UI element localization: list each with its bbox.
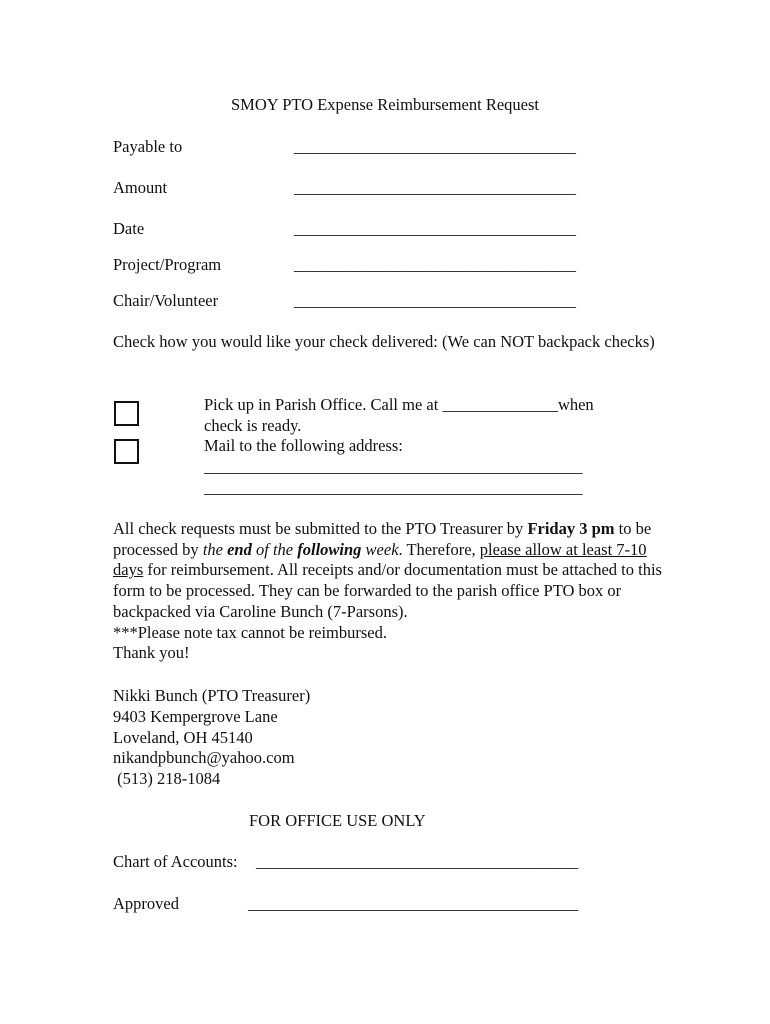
- instructions-text: for reimbursement. All receipts and/or documentation must be attached to this form to be processed. They can be forwarded to the parish office PTO box or backpacked via Caroline Bunch (7-Parsons).: [113, 560, 662, 621]
- emphasis-text: week: [361, 539, 399, 559]
- treasurer-name: Nikki Bunch (PTO Treasurer): [113, 686, 311, 705]
- instructions-text: to be processed by: [113, 519, 652, 559]
- mail-checkbox[interactable]: [114, 439, 139, 464]
- address-line-1[interactable]: _______________________________________________: [204, 457, 583, 476]
- instructions-text: . Therefore,: [398, 539, 480, 559]
- approved-field[interactable]: _________________________________________: [248, 894, 579, 913]
- approved-label: Approved: [113, 894, 179, 913]
- thank-you-text: Thank you!: [113, 643, 190, 663]
- emphasis-bold-text: following: [297, 539, 362, 559]
- pickup-option-text-cont: check is ready.: [204, 416, 302, 435]
- payable-to-field[interactable]: ___________________________________: [294, 137, 576, 156]
- treasurer-city: Loveland, OH 45140: [113, 728, 253, 747]
- project-program-field[interactable]: ___________________________________: [294, 255, 576, 274]
- tax-note: ***Please note tax cannot be reimbursed.: [113, 622, 387, 642]
- date-field[interactable]: ___________________________________: [294, 219, 576, 238]
- payable-to-label: Payable to: [113, 137, 183, 156]
- mail-option-text: Mail to the following address:: [204, 436, 403, 455]
- address-line-2[interactable]: _______________________________________________: [204, 478, 583, 497]
- instructions-paragraph: [113, 519, 673, 664]
- treasurer-phone: (513) 218-1084: [113, 769, 221, 788]
- instructions-text: All check requests must be submitted to the PTO Treasurer by: [113, 519, 528, 538]
- amount-field[interactable]: ___________________________________: [294, 178, 576, 197]
- chart-of-accounts-field[interactable]: ________________________________________: [256, 852, 579, 871]
- form-title: SMOY PTO Expense Reimbursement Request: [231, 95, 539, 114]
- chair-volunteer-field[interactable]: ___________________________________: [294, 291, 576, 310]
- chair-volunteer-label: Chair/Volunteer: [113, 291, 219, 310]
- project-program-label: Project/Program: [113, 255, 222, 274]
- amount-label: Amount: [113, 178, 168, 197]
- emphasis-bold-text: end: [227, 539, 252, 559]
- office-use-heading: FOR OFFICE USE ONLY: [249, 811, 426, 830]
- chart-of-accounts-label: Chart of Accounts:: [113, 852, 238, 871]
- treasurer-street: 9403 Kempergrove Lane: [113, 707, 278, 726]
- pickup-option-text: Pick up in Parish Office. Call me at ______________when: [204, 395, 594, 414]
- emphasis-text: of the: [251, 539, 298, 559]
- emphasis-text: the: [202, 539, 228, 559]
- treasurer-email[interactable]: nikandpbunch@yahoo.com: [113, 748, 295, 767]
- deadline-text: Friday 3 pm: [527, 519, 615, 538]
- date-label: Date: [113, 219, 145, 238]
- processing-time-text: please allow at least 7-10 days: [113, 539, 647, 580]
- pickup-checkbox[interactable]: [114, 401, 139, 426]
- delivery-prompt: Check how you would like your check delivered: (We can NOT backpack checks): [113, 332, 655, 351]
